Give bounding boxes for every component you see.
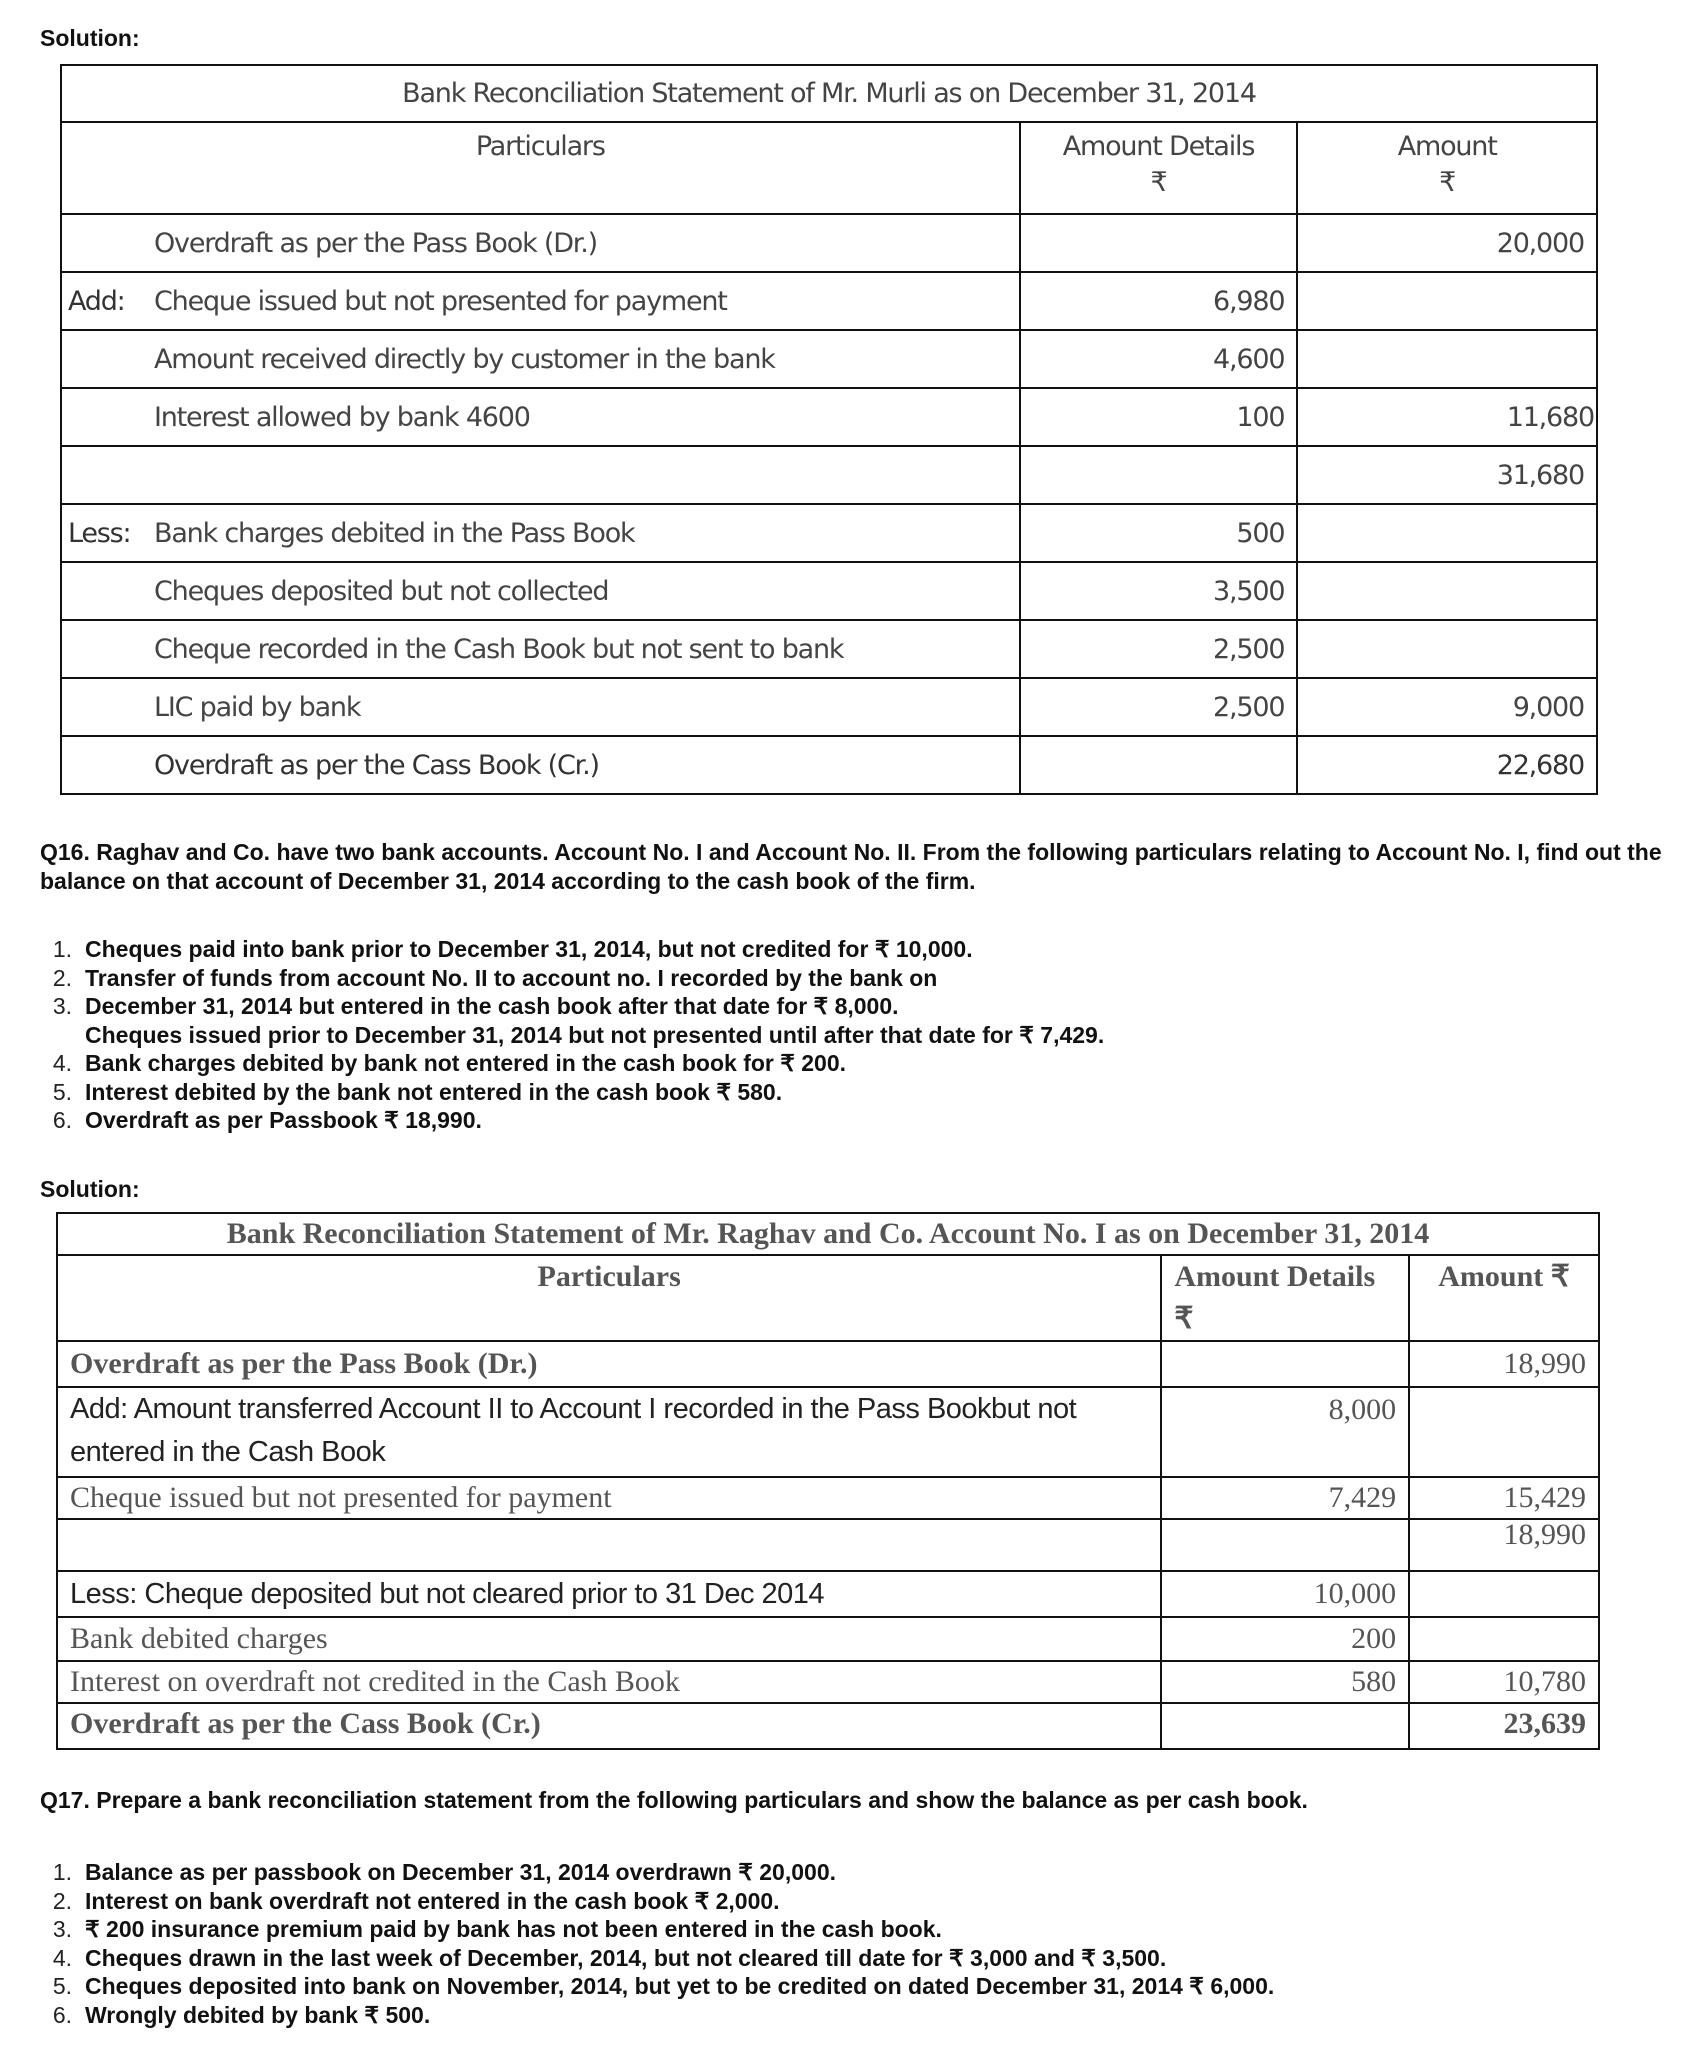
table-title: Bank Reconciliation Statement of Mr. Raghav and Co. Account No. I as on December 31, 2014: [57, 1213, 1599, 1255]
row-amount: 18,990: [1409, 1341, 1599, 1387]
header-particulars: Particulars: [61, 122, 1020, 214]
row-particulars: Overdraft as per the Cass Book (Cr.): [57, 1703, 1161, 1749]
list-item: 4. Cheques drawn in the last week of December, 2014, but not cleared till date for ₹ 3,000 and ₹ 3,500.: [52, 1944, 1167, 1971]
row-amount: 9,000: [1297, 678, 1597, 736]
raghav-reconciliation-table: [56, 1212, 1600, 1750]
table-row: [57, 1387, 1599, 1477]
table-row: [57, 1341, 1599, 1387]
row-amount: 31,680: [1297, 446, 1597, 504]
rupee-icon: ₹: [1439, 167, 1456, 198]
row-details: 8,000: [1161, 1387, 1409, 1477]
row-particulars: Cheques deposited but not collected: [154, 575, 609, 607]
header-particulars: Particulars: [57, 1255, 1161, 1341]
row-details: 200: [1161, 1617, 1409, 1661]
murli-reconciliation-table: [60, 64, 1598, 795]
question-16: Q16. Raghav and Co. have two bank accounts. Account No. I and Account No. II. From the following particulars relating to Account No. I, find out the balance on that account of December 31, 2014 according to the cash book of the firm.: [40, 839, 1662, 894]
row-particulars: Overdraft as per the Pass Book (Dr.): [154, 227, 597, 259]
row-details: [1020, 446, 1298, 504]
list-item: 6. Wrongly debited by bank ₹ 500.: [52, 2001, 431, 2028]
row-particulars: Overdraft as per the Cass Book (Cr.): [154, 749, 599, 781]
table-row: [61, 388, 1597, 446]
row-details: [1020, 736, 1298, 794]
question-17-list: [40, 1858, 1640, 2029]
row-amount: [1297, 562, 1597, 620]
row-particulars: Interest allowed by bank 4600: [154, 401, 530, 433]
row-details: 100: [1020, 388, 1298, 446]
table-header-row: [57, 1255, 1599, 1341]
row-particulars: Amount received directly by customer in the bank: [154, 343, 775, 375]
table-row: [57, 1617, 1599, 1661]
list-item: Cheques issued prior to December 31, 2014 but not presented until after that date for ₹ 7,429.: [85, 1021, 1105, 1048]
row-amount: 22,680: [1297, 736, 1597, 794]
row-amount: 10,780: [1409, 1661, 1599, 1703]
row-details: 10,000: [1161, 1571, 1409, 1617]
row-particulars: Bank debited charges: [57, 1617, 1161, 1661]
header-amount: Amount ₹: [1409, 1255, 1599, 1341]
row-prefix: Add:: [68, 285, 125, 317]
row-amount: 18,990: [1409, 1519, 1599, 1571]
table-row: [61, 620, 1597, 678]
table-row: [61, 272, 1597, 330]
row-amount: [1409, 1571, 1599, 1617]
table-title-row: [57, 1213, 1599, 1255]
table-title: Bank Reconciliation Statement of Mr. Murli as on December 31, 2014: [61, 65, 1597, 122]
table-row: [61, 214, 1597, 272]
list-item: 3. December 31, 2014 but entered in the cash book after that date for ₹ 8,000.: [52, 993, 899, 1019]
table-row: [61, 504, 1597, 562]
row-amount: [1297, 504, 1597, 562]
list-item: 2. Transfer of funds from account No. II to account no. I recorded by the bank on: [52, 964, 938, 991]
row-amount: 11,680: [1297, 388, 1597, 446]
row-amount: [1409, 1387, 1599, 1477]
row-amount: [1297, 620, 1597, 678]
row-details: [1020, 214, 1298, 272]
row-details: 2,500: [1020, 620, 1298, 678]
solution-label: Solution:: [40, 25, 140, 51]
row-particulars: LIC paid by bank: [154, 691, 361, 723]
row-details: 7,429: [1161, 1477, 1409, 1519]
list-item: 5. Cheques deposited into bank on November, 2014, but yet to be credited on dated December 31, 2014 ₹ 6,000.: [52, 1973, 1275, 1999]
header-amount-details: Amount Details ₹: [1020, 122, 1298, 214]
question-17: Q17. Prepare a bank reconciliation statement from the following particulars and show the balance as per cash book.: [40, 1787, 1308, 1813]
row-details: [1161, 1341, 1409, 1387]
table-row: [57, 1477, 1599, 1519]
row-particulars: Cheque issued but not presented for payment: [154, 285, 727, 317]
row-amount: 20,000: [1297, 214, 1597, 272]
row-particulars: Less: Cheque deposited but not cleared prior to 31 Dec 2014: [57, 1571, 1161, 1617]
row-amount: [1409, 1617, 1599, 1661]
table-row: [61, 562, 1597, 620]
table-row: [57, 1661, 1599, 1703]
row-particulars: Cheque issued but not presented for payment: [57, 1477, 1161, 1519]
table-row: [57, 1571, 1599, 1617]
list-item: 2. Interest on bank overdraft not entered in the cash book ₹ 2,000.: [52, 1887, 780, 1914]
rupee-icon: ₹: [1150, 167, 1167, 198]
list-item: 5. Interest debited by the bank not entered in the cash book ₹ 580.: [52, 1078, 783, 1105]
row-details: 2,500: [1020, 678, 1298, 736]
header-amount: Amount ₹: [1297, 122, 1597, 214]
row-amount: 23,639: [1409, 1703, 1599, 1749]
row-details: [1161, 1519, 1409, 1571]
row-particulars: Cheque recorded in the Cash Book but not sent to bank: [154, 633, 844, 665]
table-title-row: [61, 65, 1597, 122]
row-details: 500: [1020, 504, 1298, 562]
list-item: 1. Balance as per passbook on December 31, 2014 overdrawn ₹ 20,000.: [52, 1859, 837, 1885]
row-details: 6,980: [1020, 272, 1298, 330]
list-item: 3. ₹ 200 insurance premium paid by bank has not been entered in the cash book.: [52, 1916, 942, 1942]
header-amount-details: Amount Details ₹: [1161, 1255, 1409, 1341]
row-amount: 15,429: [1409, 1477, 1599, 1519]
row-amount: [1297, 272, 1597, 330]
table-row: [61, 678, 1597, 736]
row-amount: [1297, 330, 1597, 388]
row-details: 580: [1161, 1661, 1409, 1703]
list-item: 6. Overdraft as per Passbook ₹ 18,990.: [52, 1107, 482, 1133]
row-particulars: Bank charges debited in the Pass Book: [154, 517, 635, 549]
question-16-list: [40, 935, 1640, 1135]
list-item: 4. Bank charges debited by bank not entered in the cash book for ₹ 200.: [52, 1050, 847, 1076]
row-particulars: Add: Amount transferred Account II to Account I recorded in the Pass Bookbut not entered in the Cash Book: [57, 1387, 1161, 1477]
table-row: [61, 446, 1597, 504]
row-particulars: Interest on overdraft not credited in the Cash Book: [57, 1661, 1161, 1703]
list-item: 1. Cheques paid into bank prior to December 31, 2014, but not credited for ₹ 10,000.: [52, 936, 973, 962]
row-particulars: Overdraft as per the Pass Book (Dr.): [57, 1341, 1161, 1387]
solution-label: Solution:: [40, 1176, 140, 1202]
row-details: 3,500: [1020, 562, 1298, 620]
row-details: 4,600: [1020, 330, 1298, 388]
table-row: [57, 1519, 1599, 1571]
table-row: [61, 330, 1597, 388]
table-row-total: [61, 736, 1597, 794]
table-header-row: [61, 122, 1597, 214]
table-row-total: [57, 1703, 1599, 1749]
row-details: [1161, 1703, 1409, 1749]
row-particulars: [57, 1519, 1161, 1571]
row-prefix: Less:: [68, 517, 131, 549]
